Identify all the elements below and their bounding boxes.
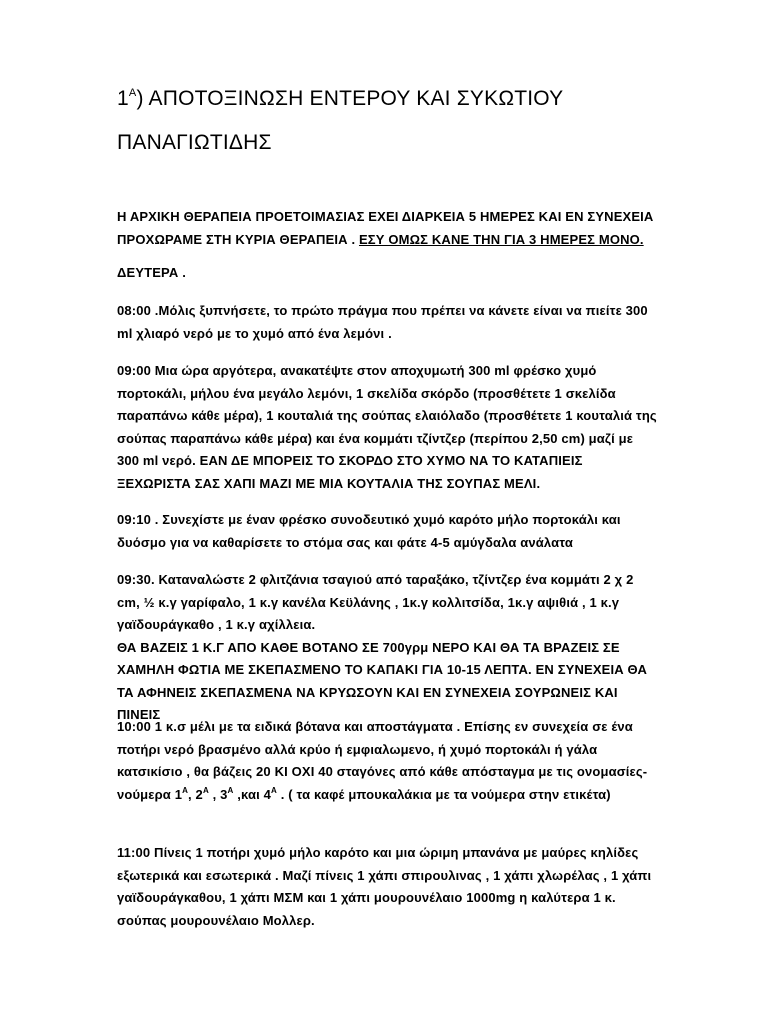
entry-1000-part-a: 10:00 1 κ.σ μέλι με τα ειδικά βότανα και αποστάγματα . Επίσης εν συνεχεία σε ένα ποτήρι νερό βρασμένο αλλά κρύο ή εμφιαλωμενο, ή χυμό πορτοκάλι ή γάλα κατσικίσιο , θα βάζεις (117, 719, 633, 779)
sup-2: Α (202, 785, 209, 795)
document-title (117, 87, 563, 111)
entry-1000-part-g: . ( τα καφέ μπουκαλάκια με τα νούμερα στην ετικέτα) (276, 786, 611, 802)
entry-1000 (117, 716, 657, 806)
entry-0930-instructions: ΘΑ ΒΑΖΕΙΣ 1 Κ.Γ ΑΠΟ ΚΑΘΕ ΒΟΤΑΝΟ ΣΕ 700γρμ ΝΕΡΟ ΚΑΙ ΘΑ ΤΑ ΒΡΑΖΕΙΣ ΣΕ ΧΑΜΗΛΗ ΦΩΤΙΑ ΜΕ ΣΚΕΠΑΣΜΕΝΟ ΤΟ ΚΑΠΑΚΙ ΓΙΑ 10-15 ΛΕΠΤΑ. ΕΝ ΣΥΝΕΧΕΙΑ ΘΑ ΤΑ ΑΦΗΝΕΙΣ ΣΚΕΠΑΣΜΕΝΑ ΝΑ ΚΡΥΩΣΟΥΝ ΚΑΙ ΕΝ ΣΥΝΕΧΕΙΑ ΣΟΥΡΩΝΕΙΣ ΚΑΙ ΠΙΝΕΙΣ (117, 639, 647, 722)
sup-1: Α (182, 785, 189, 795)
title-number: 1 (117, 87, 129, 110)
title-superscript: Α (128, 87, 137, 99)
document-author: ΠΑΝΑΓΙΩΤΙΔΗΣ (117, 131, 272, 154)
intro-text: Η ΑΡΧΙΚΗ ΘΕΡΑΠΕΙΑ ΠΡΟΕΤΟΙΜΑΣΙΑΣ ΕΧΕΙ ΔΙΑΡΚΕΙΑ 5 ΗΜΕΡΕΣ ΚΑΙ ΕΝ ΣΥΝΕΧΕΙΑ ΠΡΟΧΩΡΑΜΕ ΣΤΗ ΚΥΡΙΑ ΘΕΡΑΠΕΙΑ . (117, 209, 654, 247)
sup-3: Α (227, 785, 234, 795)
title-text: ) ΑΠΟΤΟΞΙΝΩΣΗ ΕΝΤΕΡΟΥ ΚΑΙ ΣΥΚΩΤΙΟΥ (136, 87, 564, 110)
entry-1000-part-f: ,και 4 (233, 786, 272, 802)
intro-paragraph (117, 206, 657, 251)
entry-0910: 09:10 . Συνεχίστε με έναν φρέσκο συνοδευτικό χυμό καρότο μήλο πορτοκάλι και δυόσμο για να καθαρίσετε το στόμα σας και φάτε 4-5 αμύγδαλα ανάλατα (117, 512, 621, 550)
day-heading: ΔΕΥΤΕΡΑ . (117, 265, 186, 280)
entry-1100: 11:00 Πίνεις 1 ποτήρι χυμό μήλο καρότο και μια ώριμη μπανάνα με μαύρες κηλίδες εξωτερικά και εσωτερικά . Μαζί πίνεις 1 χάπι σπιρουλινας , 1 χάπι χλωρέλας , 1 χάπι γαϊδουράγκαθου, 1 χάπι ΜΣΜ και 1 χάπι μουρουνέλαιο 1000mg η καλύτερα 1 κ. σούπας μουρουνέλαιο Μολλερ. (117, 845, 652, 928)
entry-1000-part-e: , 3 (208, 786, 228, 802)
entry-0930 (117, 569, 657, 727)
entry-0800: 08:00 .Μόλις ξυπνήσετε, το πρώτο πράγμα που πρέπει να κάνετε είναι να πιείτε 300 ml χλιαρό νερό με το χυμό από ένα λεμόνι . (117, 303, 648, 341)
entry-0930-text: 09:30. Καταναλώστε 2 φλιτζάνια τσαγιού από ταραξάκο, τζίντζερ ένα κομμάτι 2 χ 2 cm, ½ κ.γ γαρίφαλο, 1 κ.γ κανέλα Κεϋλάνης , 1κ.γ κολλιτσίδα, 1κ.γ αψιθιά , 1 κ.γ γαϊδουράγκαθο , 1 κ.γ αχίλλεια. (117, 572, 634, 632)
intro-underlined-note: ΕΣΥ ΟΜΩΣ ΚΑΝΕ ΤΗΝ ΓΙΑ 3 ΗΜΕΡΕΣ ΜΟΝΟ. (358, 231, 644, 247)
entry-1000-part-c: σταγόνες από κάθε απόσταγμα με τις ονομασίες-νούμερα 1 (117, 764, 648, 802)
sup-4: Α (271, 785, 277, 795)
entry-1000-drops-count: 20 ΚΙ ΟΧΙ 40 (256, 764, 333, 779)
entry-0900: 09:00 Μια ώρα αργότερα, ανακατέψτε στον αποχυμωτή 300 ml φρέσκο χυμό πορτοκάλι, μήλου ένα μεγάλο λεμόνι, 1 σκελίδα σκόρδο (προσθέτετε 1 σκελίδα παραπάνω κάθε μέρα), 1 κουταλιά της σούπας ελαιόλαδο (προσθέτετε 1 κουταλιά της σούπας παραπάνω κάθε μέρα) και ένα κομμάτι τζίντζερ (περίπου 2,50 cm) μαζί με 300 ml νερό. ΕΑΝ ΔΕ ΜΠΟΡΕΙΣ ΤΟ ΣΚΟΡΔΟ ΣΤΟ ΧΥΜΟ ΝΑ ΤΟ ΚΑΤΑΠΙΕΙΣ ΞΕΧΩΡΙΣΤΑ ΣΑΣ ΧΑΠΙ ΜΑΖΙ ΜΕ ΜΙΑ ΚΟΥΤΑΛΙΑ ΤΗΣ ΣΟΥΠΑΣ ΜΕΛΙ. (117, 363, 657, 491)
entry-1000-part-d: , 2 (188, 786, 203, 802)
